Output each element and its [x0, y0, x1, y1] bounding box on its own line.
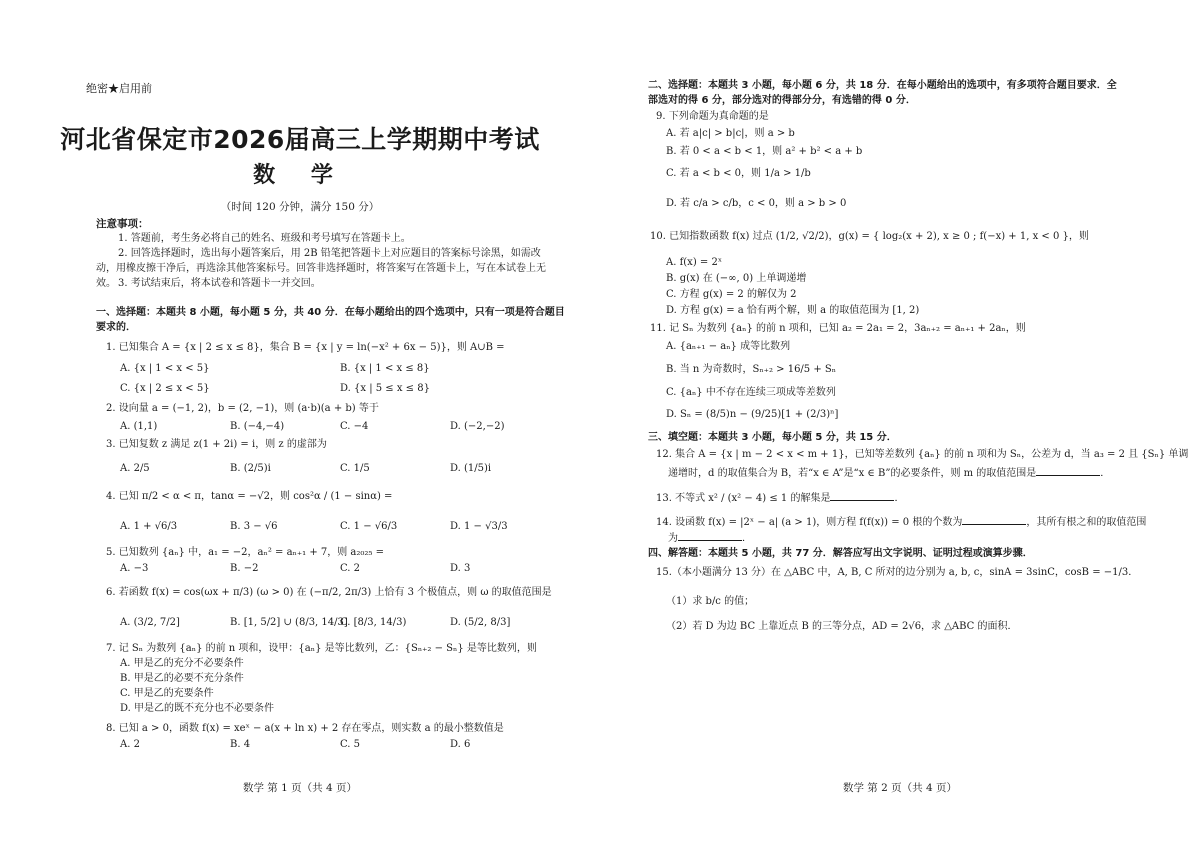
question-2: 2. 设向量 a = (−1, 2)，b = (2, −1)，则 (a·b)(a + b) 等于	[106, 403, 379, 414]
question-15-part-2: （2）若 D 为边 BC 上靠近点 B 的三等分点，AD = 2√6，求 △ABC 的面积．	[666, 621, 1018, 632]
page-2-footer: 数学 第 2 页（共 4 页）	[842, 782, 958, 794]
q10-option-d: D. 方程 g(x) = a 恰有两个解，则 a 的取值范围为 [1, 2)	[666, 305, 920, 316]
q9-option-b: B. 若 0 < a < b < 1，则 a² + b² < a + b	[666, 146, 863, 157]
q2-option-a: A. (1,1)	[120, 421, 158, 432]
section-1-heading: 一、选择题：本题共 8 小题，每小题 5 分，共 40 分．在每小题给出的四个选项中，只有一项是符合题目要求的．	[96, 307, 565, 333]
q11-option-a: A. {aₙ₊₁ − aₙ} 成等比数列	[666, 341, 791, 352]
note-2: 2. 回答选择题时，选出每小题答案后，用 2B 铅笔把答题卡上对应题目的答案标号涂黑，如需改动，用橡皮擦干净后，再选涂其他答案标号。回答非选择题时，将答案写在答题卡上，写在本试卷上无效。	[96, 248, 546, 289]
question-12: 12. 集合 A = {x | m − 2 < x < m + 1}，已知等差数列 {aₙ} 的前 n 项和为 Sₙ，公差为 d，当 a₃ = 2 且 {Sₙ} 单调	[656, 449, 1189, 460]
question-15: 15.（本小题满分 13 分）在 △ABC 中，A, B, C 所对的边分别为 a, b, c，sinA = 3sinC，cosB = −1/3．	[656, 567, 1139, 578]
q1-option-d: D. {x | 5 ≤ x ≤ 8}	[340, 383, 430, 394]
q3-option-c: C. 1/5	[340, 463, 370, 474]
exam-title: 河北省保定市2026届高三上学期期中考试	[60, 125, 540, 154]
page-2	[600, 0, 1200, 848]
q4-option-a: A. 1 + √6/3	[120, 521, 178, 532]
time-limit: （时间 120 分钟，满分 150 分）	[220, 201, 380, 213]
page-1-footer: 数学 第 1 页（共 4 页）	[242, 782, 358, 794]
q3-option-b: B. (2/5)i	[230, 463, 271, 474]
section-3-heading: 三、填空题：本题共 3 小题，每小题 5 分，共 15 分．	[648, 432, 897, 443]
q6-option-a: A. (3/2, 7/2]	[120, 617, 180, 628]
q4-option-d: D. 1 − √3/3	[450, 521, 508, 532]
q7-option-d: D. 甲是乙的既不充分也不必要条件	[120, 703, 275, 714]
q5-option-b: B. −2	[230, 563, 259, 574]
question-5: 5. 已知数列 {aₙ} 中，a₁ = −2，aₙ² = aₙ₊₁ + 7，则 a₂₀₂₅ =	[106, 547, 384, 558]
q7-option-c: C. 甲是乙的充要条件	[120, 688, 214, 699]
q14-text-3: 为	[668, 533, 678, 544]
q14-text-2: ，其所有根之和的取值范围	[1026, 517, 1147, 528]
notes-heading: 注意事项：	[96, 218, 149, 230]
q1-option-c: C. {x | 2 ≤ x < 5}	[120, 383, 210, 394]
q10-option-c: C. 方程 g(x) = 2 的解仅为 2	[666, 289, 797, 300]
q12-text: 递增时，d 的取值集合为 B，若“x ∈ A”是“x ∈ B”的必要条件，则 m 的取值范围是	[668, 468, 1037, 479]
q2-option-c: C. −4	[340, 421, 369, 432]
q11-option-c: C. {aₙ} 中不存在连续三项成等差数列	[666, 387, 836, 398]
q9-option-c: C. 若 a < b < 0，则 1/a > 1/b	[666, 168, 811, 179]
q8-option-c: C. 5	[340, 739, 361, 750]
q11-option-d: D. Sₙ = (8/5)n − (9/25)[1 + (2/3)ⁿ]	[666, 409, 839, 420]
secret-label: 绝密★启用前	[86, 82, 152, 95]
q8-option-d: D. 6	[450, 739, 471, 750]
q12-answer-blank[interactable]	[1036, 465, 1100, 476]
q9-option-d: D. 若 c/a > c/b，c < 0，则 a > b > 0	[666, 198, 847, 209]
q1-option-b: B. {x | 1 < x ≤ 8}	[340, 363, 430, 374]
q13-answer-blank[interactable]	[830, 490, 894, 501]
question-1: 1. 已知集合 A = {x | 2 ≤ x ≤ 8}，集合 B = {x | y = ln(−x² + 6x − 5)}，则 A∪B =	[106, 342, 505, 353]
q5-option-a: A. −3	[120, 563, 149, 574]
note-1: 1. 答题前，考生务必将自己的姓名、班级和考号填写在答题卡上。	[118, 233, 411, 244]
section-4-heading: 四、解答题：本题共 5 小题，共 77 分．解答应写出文字说明、证明过程或演算步骤．	[648, 548, 1033, 559]
question-12-line-2: 递增时，d 的取值集合为 B，若“x ∈ A”是“x ∈ B”的必要条件，则 m 的取值范围是 ．	[668, 465, 1110, 481]
q4-option-c: C. 1 − √6/3	[340, 521, 398, 532]
q2-option-d: D. (−2,−2)	[450, 421, 505, 432]
q14-answer-blank-1[interactable]	[962, 514, 1026, 525]
q5-option-d: D. 3	[450, 563, 471, 574]
q6-option-d: D. (5/2, 8/3]	[450, 617, 511, 628]
section-2-heading: 二、选择题：本题共 3 小题，每小题 6 分，共 18 分．在每小题给出的选项中，有多项符合题目要求．全部选对的得 6 分，部分选对的得部分分，有选错的得 0 分．	[648, 80, 1117, 106]
question-7: 7. 记 Sₙ 为数列 {aₙ} 的前 n 项和，设甲：{aₙ} 是等比数列，乙：{Sₙ₊₂ − Sₙ} 是等比数列，则	[106, 643, 537, 654]
question-11: 11. 记 Sₙ 为数列 {aₙ} 的前 n 项和，已知 a₂ = 2a₁ = 2，3aₙ₊₂ = aₙ₊₁ + 2aₙ，则	[650, 323, 1026, 334]
question-10: 10. 已知指数函数 f(x) 过点 (1/2, √2/2)，g(x) = { log₂(x + 2), x ≥ 0 ; f(−x) + 1, x < 0 }，则	[650, 231, 1089, 242]
q13-text: 13. 不等式 x² / (x² − 4) ≤ 1 的解集是	[656, 493, 831, 504]
q6-option-b: B. [1, 5/2] ∪ (8/3, 14/3]	[230, 617, 348, 628]
question-4: 4. 已知 π/2 < α < π，tanα = −√2，则 cos²α / (1 − sinα) =	[106, 491, 393, 502]
note-3: 3. 考试结束后，将本试卷和答题卡一并交回。	[118, 278, 321, 289]
question-14-line-2: 为 ．	[668, 530, 752, 546]
q3-option-a: A. 2/5	[120, 463, 150, 474]
q7-option-a: A. 甲是乙的充分不必要条件	[120, 658, 244, 669]
question-15-part-1: （1）求 b/c 的值；	[666, 596, 755, 607]
question-3: 3. 已知复数 z 满足 z(1 + 2i) = i，则 z 的虚部为	[106, 439, 327, 450]
q14-text: 14. 设函数 f(x) = |2ˣ − a| (a > 1)，则方程 f(f(x)) = 0 根的个数为	[656, 517, 963, 528]
question-9: 9. 下列命题为真命题的是	[656, 111, 769, 122]
q10-option-b: B. g(x) 在 (−∞, 0) 上单调递增	[666, 273, 807, 284]
question-13: 13. 不等式 x² / (x² − 4) ≤ 1 的解集是 ．	[656, 490, 904, 506]
q14-answer-blank-2[interactable]	[678, 530, 742, 541]
question-6: 6. 若函数 f(x) = cos(ωx + π/3) (ω > 0) 在 (−π/2, 2π/3) 上恰有 3 个极值点，则 ω 的取值范围是	[106, 587, 552, 598]
q1-option-a: A. {x | 1 < x < 5}	[120, 363, 210, 374]
q2-option-b: B. (−4,−4)	[230, 421, 285, 432]
question-14	[656, 514, 1146, 530]
q6-option-c: C. [8/3, 14/3)	[340, 617, 407, 628]
subject-title: 数 学	[253, 163, 347, 188]
q4-option-b: B. 3 − √6	[230, 521, 278, 532]
q7-option-b: B. 甲是乙的必要不充分条件	[120, 673, 244, 684]
q11-option-b: B. 当 n 为奇数时，Sₙ₊₂ > 16/5 + Sₙ	[666, 364, 837, 375]
question-8: 8. 已知 a > 0，函数 f(x) = xeˣ − a(x + ln x) + 2 存在零点，则实数 a 的最小整数值是	[106, 723, 504, 734]
q10-option-a: A. f(x) = 2ˣ	[666, 257, 723, 268]
q9-option-a: A. 若 a|c| > b|c|，则 a > b	[666, 128, 795, 139]
q3-option-d: D. (1/5)i	[450, 463, 492, 474]
q8-option-a: A. 2	[120, 739, 140, 750]
q5-option-c: C. 2	[340, 563, 361, 574]
q8-option-b: B. 4	[230, 739, 251, 750]
